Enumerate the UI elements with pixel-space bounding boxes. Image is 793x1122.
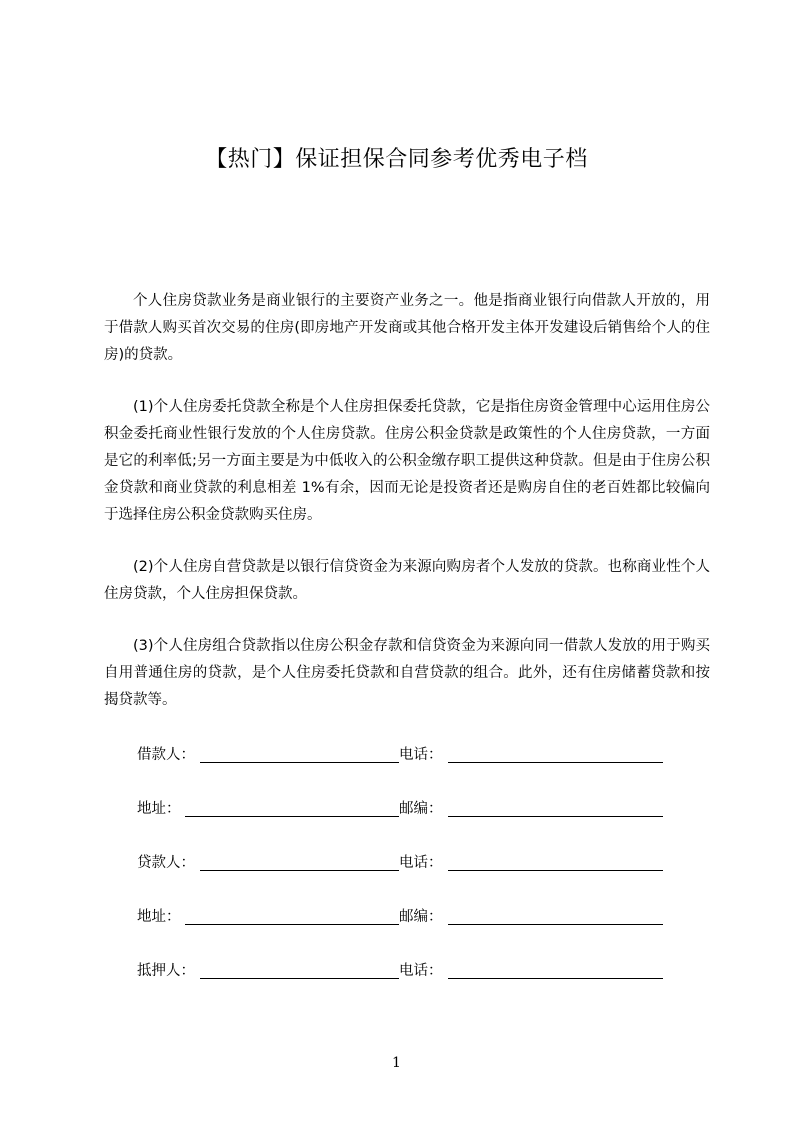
lender-address-blank-line[interactable] — [185, 924, 399, 925]
form-row-lender-address — [137, 905, 677, 929]
borrower-phone-blank-line[interactable] — [448, 762, 663, 763]
mortgagor-phone-label: 电话： — [399, 963, 443, 979]
mortgagor-phone-blank-line[interactable] — [448, 978, 663, 979]
borrower-address-label: 地址： — [137, 801, 181, 817]
lender-phone-label: 电话： — [399, 855, 443, 871]
document-title: 【热门】保证担保合同参考优秀电子档 — [205, 147, 588, 172]
lender-postcode-label: 邮编： — [399, 909, 443, 925]
lender-postcode-blank-line[interactable] — [448, 924, 663, 925]
form-row-borrower-address — [137, 797, 677, 821]
lender-address-label: 地址： — [137, 909, 181, 925]
paragraph-entrusted-loan: (1)个人住房委托贷款全称是个人住房担保委托贷款，它是指住房资金管理中心运用住房公积金委托商业性银行发放的个人住房贷款。住房公积金贷款是政策性的个人住房贷款，一方面是它的利率低;另一方面主要是为中低收入的公积金缴存职工提供这种贷款。但是由于住房公积金贷款和商业贷款的利息相差 1%有余，因而无论是投资者还是购房自住的老百姓都比较偏向于选择住房公积金贷款购买住房。 — [104, 399, 710, 523]
borrower-label: 借款人： — [137, 747, 195, 763]
form-row-mortgagor — [137, 959, 677, 983]
mortgagor-blank-line[interactable] — [200, 978, 399, 979]
borrower-postcode-blank-line[interactable] — [448, 816, 663, 817]
borrower-address-blank-line[interactable] — [185, 816, 399, 817]
mortgagor-label: 抵押人： — [137, 963, 195, 979]
lender-blank-line[interactable] — [200, 870, 399, 871]
borrower-postcode-label: 邮编： — [399, 801, 443, 817]
paragraph-self-operated-loan: (2)个人住房自营贷款是以银行信贷资金为来源向购房者个人发放的贷款。也称商业性个人住房贷款，个人住房担保贷款。 — [104, 559, 710, 602]
borrower-phone-label: 电话： — [399, 747, 443, 763]
form-row-lender — [137, 851, 677, 875]
form-row-borrower — [137, 743, 677, 767]
page-number: 1 — [392, 1055, 401, 1071]
borrower-blank-line[interactable] — [200, 762, 399, 763]
lender-phone-blank-line[interactable] — [448, 870, 663, 871]
paragraph-intro: 个人住房贷款业务是商业银行的主要资产业务之一。他是指商业银行向借款人开放的，用于借款人购买首次交易的住房(即房地产开发商或其他合格开发主体开发建设后销售给个人的住房)的贷款。 — [104, 293, 710, 363]
lender-label: 贷款人： — [137, 855, 195, 871]
paragraph-combined-loan: (3)个人住房组合贷款指以住房公积金存款和信贷资金为来源向同一借款人发放的用于购买自用普通住房的贷款，是个人住房委托贷款和自营贷款的组合。此外，还有住房储蓄贷款和按揭贷款等。 — [104, 638, 710, 708]
